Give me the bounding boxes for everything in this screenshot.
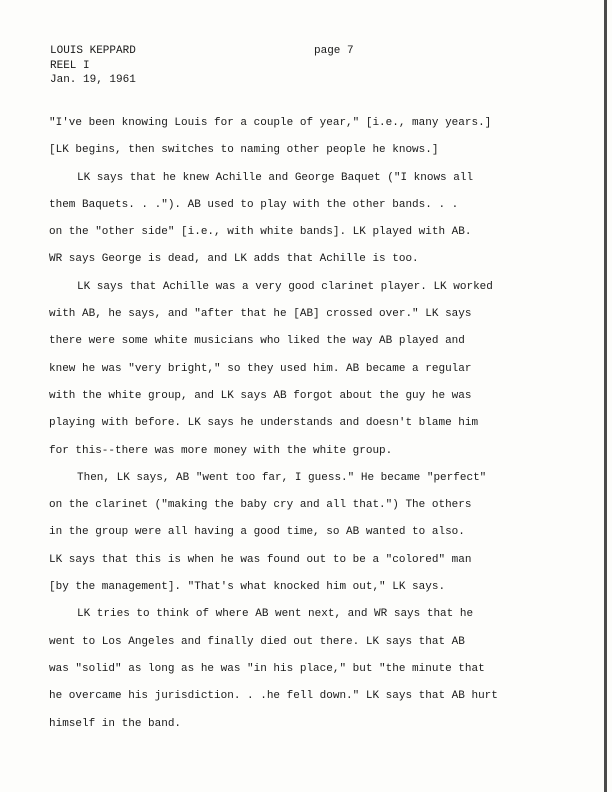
- transcript-body: [49, 110, 569, 738]
- page-number: page 7: [314, 45, 354, 57]
- text-line: them Baquets. . ."). AB used to play with the other bands. . .: [49, 198, 459, 211]
- text-line: himself in the band.: [49, 717, 182, 730]
- text-line: with the white group, and LK says AB forgot about the guy he was: [49, 389, 472, 402]
- text-line: went to Los Angeles and finally died out there. LK says that AB: [49, 635, 465, 648]
- header-name: LOUIS KEPPARD: [50, 45, 136, 57]
- paragraph-start-line: LK says that Achille was a very good clarinet player. LK worked: [77, 280, 493, 293]
- scan-edge-shadow: [604, 0, 607, 792]
- text-line: for this--there was more money with the white group.: [49, 444, 393, 457]
- text-line: LK says that this is when he was found out to be a "colored" man: [49, 553, 472, 566]
- text-line: on the clarinet ("making the baby cry and all that.") The others: [49, 499, 472, 512]
- text-line: on the "other side" [i.e., with white bands]. LK played with AB.: [49, 226, 472, 239]
- header-reel: REEL I: [50, 59, 90, 72]
- document-header: [50, 44, 136, 88]
- header-date: Jan. 19, 1961: [50, 74, 136, 86]
- text-line: in the group were all having a good time, so AB wanted to also.: [49, 526, 465, 539]
- text-line: [by the management]. "That's what knocked him out," LK says.: [49, 581, 446, 594]
- text-line: with AB, he says, and "after that he [AB] crossed over." LK says: [49, 308, 472, 321]
- text-line: there were some white musicians who liked the way AB played and: [49, 335, 465, 348]
- text-line: "I've been knowing Louis for a couple of year," [i.e., many years.]: [49, 117, 492, 129]
- text-line: knew he was "very bright," so they used him. AB became a regular: [49, 362, 472, 375]
- paragraph-start-line: LK tries to think of where AB went next, and WR says that he: [77, 608, 474, 621]
- text-line: WR says George is dead, and LK adds that Achille is too.: [49, 253, 419, 266]
- text-line: playing with before. LK says he understands and doesn't blame him: [49, 417, 479, 430]
- paragraph-start-line: LK says that he knew Achille and George Baquet ("I knows all: [77, 171, 474, 184]
- text-line: was "solid" as long as he was "in his place," but "the minute that: [49, 662, 485, 675]
- paragraph-start-line: Then, LK says, AB "went too far, I guess." He became "perfect": [77, 471, 487, 484]
- text-line: [LK begins, then switches to naming other people he knows.]: [49, 144, 439, 157]
- text-line: he overcame his jurisdiction. . .he fell down." LK says that AB hurt: [49, 690, 498, 703]
